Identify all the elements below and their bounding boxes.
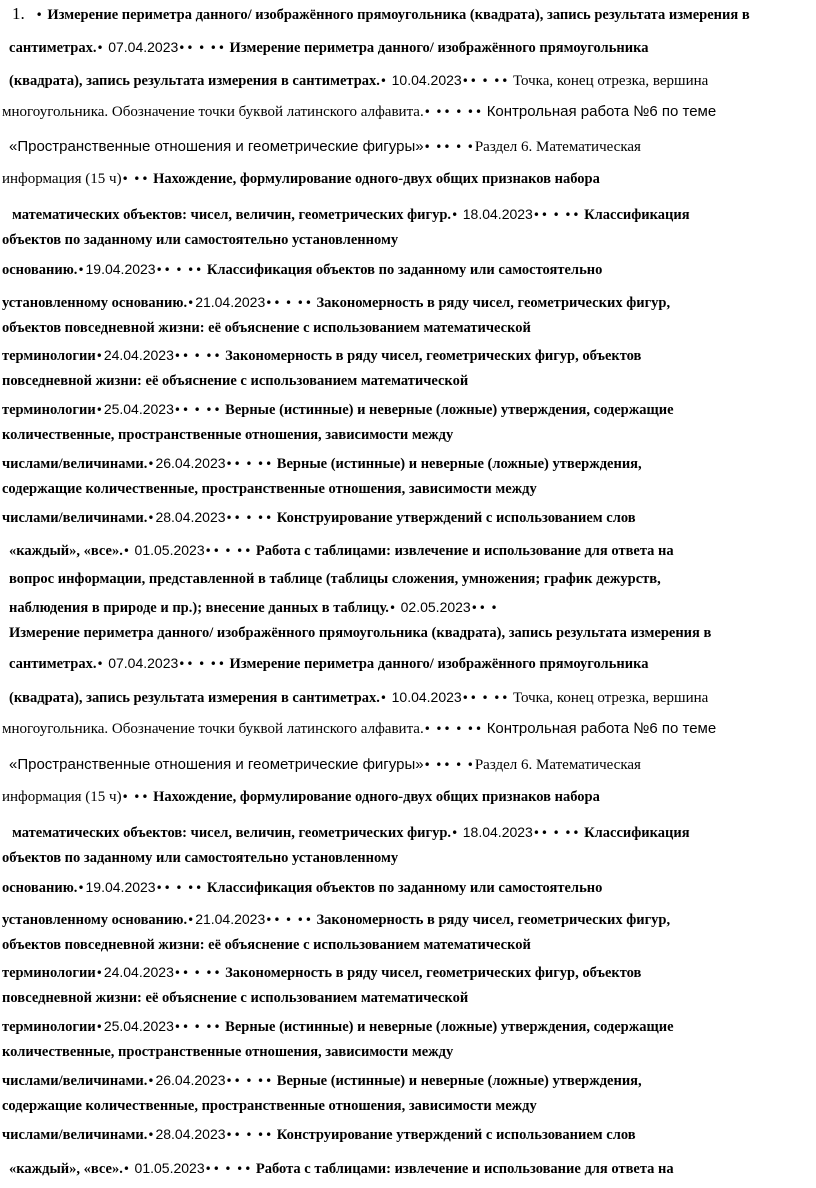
bullet-icon: • [245,511,254,525]
bullet-icon: •• [435,105,452,119]
lesson-text: Классификация [584,825,690,841]
text-line [2,399,816,420]
bullet-icon: •• [204,1162,221,1176]
lesson-date: 26.04.2023 [155,455,226,471]
bullet-icon: •• [296,913,313,927]
bullet-icon: • [423,105,432,119]
lesson-text: числами/величинами. [2,1127,148,1143]
lesson-text: математических объектов: чисел, величин, геометрических фигур. [12,825,452,841]
lesson-text: «каждый», «все». [9,543,123,559]
text-line [9,540,816,561]
bullet-icon: •• [204,544,221,558]
bullet-icon: • [121,790,130,804]
text-line [9,755,816,775]
lesson-text: информация (15 ч) [2,171,122,187]
text-line [2,988,816,1008]
bullet-icon: •• [257,1128,274,1142]
bullet-icon: •• [173,349,191,363]
text-line [2,453,816,474]
bullet-icon: • [466,758,475,772]
lesson-text: терминологии [2,348,96,364]
bullet-icon: • [193,966,202,980]
bullet-icon: •• [225,1128,242,1142]
lesson-text: Контрольная работа №6 по теме [486,103,717,120]
bullet-icon: •• [257,511,274,525]
bullet-icon: • [455,758,464,772]
lesson-text: числами/величинами. [2,510,148,526]
bullet-icon: •• [155,881,172,895]
lesson-text: Закономерность в ряду чисел, геометрических фигур, объектов [225,348,642,364]
lesson-date: 24.04.2023 [103,347,174,363]
text-line [9,623,816,643]
text-line [2,1070,816,1091]
lesson-text: Измерение периметра данного/ изображённого прямоугольника [229,656,649,672]
bullet-icon: •• [173,1020,191,1034]
lesson-date: 01.05.2023 [134,542,205,558]
bullet-icon: • [423,722,432,736]
lesson-text: Классификация [584,207,690,223]
text-line [2,169,816,189]
lesson-text: Работа с таблицами: извлечение и использование для ответа на [255,543,674,559]
lesson-text: установленному основанию. [2,912,188,928]
lesson-text: Измерение периметра данного/ изображённого прямоугольника (квадрата), запись результата измерения в [47,7,750,23]
bullet-icon: •• [178,657,195,671]
bullet-icon: • [187,296,196,310]
lesson-date: 28.04.2023 [155,509,226,525]
lesson-text: Закономерность в ряду чисел, геометрических фигур, [316,912,671,928]
text-line [2,962,816,983]
bullet-icon: •• [173,403,191,417]
bullet-icon: • [96,657,105,671]
list-number: 1. [12,4,25,23]
bullet-icon: • [388,601,398,615]
lesson-text: сантиметрах. [9,40,97,56]
lesson-date: 25.04.2023 [103,1018,174,1034]
lesson-text: установленному основанию. [2,295,188,311]
bullet-icon: •• [209,41,226,55]
lesson-text: Конструирование утверждений с использованием слов [276,1127,636,1143]
bullet-icon: • [455,105,464,119]
lesson-text: объектов по заданному или самостоятельно установленному [2,232,399,248]
bullet-icon: • [77,881,86,895]
text-line [2,1042,816,1062]
bullet-icon: •• [461,74,478,88]
lesson-text: содержащие количественные, пространственные отношения, зависимости между [2,1098,537,1114]
bullet-icon: •• [296,296,313,310]
lesson-text: числами/величинами. [2,456,148,472]
lesson-text: Контрольная работа №6 по теме [486,720,717,737]
lesson-text: количественные, пространственные отношения, зависимости между [2,427,454,443]
lesson-text: наблюдения в природе и пр.); внесение данных в таблицу. [9,600,389,616]
text-line [2,425,816,445]
bullet-icon: • [490,601,499,615]
text-line [12,822,816,843]
text-line [2,507,816,528]
bullet-icon: • [147,511,156,525]
bullet-icon: • [451,208,460,222]
lesson-text: Измерение периметра данного/ изображённого прямоугольника [229,40,649,56]
text-line [2,479,816,499]
lesson-text: Верные (истинные) и неверные (ложные) утверждения, содержащие [225,402,674,418]
bullet-icon: • [95,403,104,417]
bullet-icon: • [224,1162,233,1176]
lesson-text: основанию. [2,880,78,896]
lesson-text: числами/величинами. [2,1073,148,1089]
bullet-icon: • [423,758,432,772]
text-line [9,569,816,589]
bullet-icon: •• [155,263,172,277]
bullet-icon: •• [564,208,581,222]
lesson-date: 24.04.2023 [103,964,174,980]
text-line [2,1096,816,1116]
bullet-icon: •• [470,601,487,615]
lesson-text: Раздел 6. Математическая [474,139,641,155]
bullet-icon: • [35,8,44,22]
lesson-date: 28.04.2023 [155,1126,226,1142]
text-line [9,687,816,708]
lesson-text: Работа с таблицами: извлечение и использование для ответа на [255,1161,674,1177]
bullet-icon: •• [173,966,191,980]
lesson-date: 26.04.2023 [155,1072,226,1088]
text-line [2,935,816,955]
lesson-text: «Пространственные отношения и геометрические фигуры» [9,756,424,773]
bullet-icon: •• [225,1074,242,1088]
bullet-icon: •• [466,722,484,736]
bullet-icon: •• [205,403,222,417]
lesson-text: вопрос информации, представленной в таблице (таблицы сложения, умножения; график дежурств, [9,571,661,587]
text-line [9,597,816,618]
bullet-icon: • [455,140,464,154]
bullet-icon: • [224,544,233,558]
bullet-icon: • [466,140,475,154]
bullet-icon: • [481,74,490,88]
bullet-icon: • [77,263,86,277]
text-line [2,318,816,338]
bullet-icon: • [95,1020,104,1034]
bullet-icon: •• [225,457,242,471]
text-line [2,719,816,739]
lesson-date: 01.05.2023 [134,1160,205,1176]
lesson-text: Конструирование утверждений с использованием слов [276,510,636,526]
lesson-text: многоугольника. Обозначение точки буквой латинского алфавита. [2,104,424,120]
lesson-date: 02.05.2023 [400,599,471,615]
bullet-icon: •• [133,790,150,804]
bullet-icon: •• [265,913,282,927]
text-line [2,909,816,930]
lesson-text: Классификация объектов по заданному или самостоятельно [206,262,603,278]
lesson-date: 19.04.2023 [85,879,156,895]
lesson-date: 21.04.2023 [195,911,266,927]
bullet-icon: •• [205,1020,222,1034]
lesson-date: 10.04.2023 [391,72,462,88]
bullet-icon: • [122,1162,131,1176]
lesson-text: Верные (истинные) и неверные (ложные) утверждения, [276,456,642,472]
bullet-icon: • [455,722,464,736]
text-line [9,1158,816,1179]
text-line [12,4,816,25]
bullet-icon: • [96,41,105,55]
bullet-icon: •• [265,296,282,310]
text-line [2,877,816,898]
lesson-text: математических объектов: чисел, величин, геометрических фигур. [12,207,452,223]
text-line [2,102,816,122]
text-line [9,137,816,157]
text-line [2,371,816,391]
lesson-text: «Пространственные отношения и геометрические фигуры» [9,138,424,155]
bullet-icon: • [198,657,207,671]
bullet-icon: •• [257,457,274,471]
bullet-icon: • [198,41,207,55]
text-line [2,848,816,868]
text-line [2,1124,816,1145]
bullet-icon: •• [236,544,253,558]
lesson-date: 07.04.2023 [108,655,179,671]
bullet-icon: • [122,544,131,558]
lesson-date: 18.04.2023 [462,824,533,840]
bullet-icon: • [285,913,294,927]
lesson-text: (квадрата), запись результата измерения в сантиметрах. [9,73,380,89]
bullet-icon: •• [209,657,226,671]
lesson-text: количественные, пространственные отношения, зависимости между [2,1044,454,1060]
lesson-text: объектов по заданному или самостоятельно установленному [2,850,399,866]
lesson-date: 07.04.2023 [108,39,179,55]
bullet-icon: • [193,1020,202,1034]
bullet-icon: •• [187,881,204,895]
lesson-text: Нахождение, формулирование одного-двух общих признаков набора [153,171,600,187]
lesson-text: терминологии [2,1019,96,1035]
bullet-icon: • [95,966,104,980]
bullet-icon: •• [205,966,222,980]
bullet-icon: •• [461,691,478,705]
bullet-icon: •• [187,263,204,277]
bullet-icon: • [95,349,104,363]
bullet-icon: • [187,913,196,927]
lesson-text: Нахождение, формулирование одного-двух общих признаков набора [153,789,600,805]
bullet-icon: •• [493,691,510,705]
bullet-icon: •• [493,74,510,88]
lesson-text: Верные (истинные) и неверные (ложные) утверждения, содержащие [225,1019,674,1035]
lesson-date: 21.04.2023 [195,294,266,310]
bullet-icon: • [552,208,561,222]
lesson-text: Закономерность в ряду чисел, геометрических фигур, объектов [225,965,642,981]
lesson-date: 19.04.2023 [85,261,156,277]
bullet-icon: • [147,1074,156,1088]
text-line [9,37,816,58]
bullet-icon: • [481,691,490,705]
bullet-icon: •• [532,208,549,222]
bullet-icon: •• [133,172,150,186]
bullet-icon: • [175,881,184,895]
lesson-text: Точка, конец отрезка, вершина [512,690,709,706]
lesson-text: Классификация объектов по заданному или самостоятельно [206,880,603,896]
bullet-icon: •• [225,511,242,525]
lesson-text: основанию. [2,262,78,278]
bullet-icon: • [552,826,561,840]
text-line [2,345,816,366]
bullet-icon: • [245,1128,254,1142]
bullet-icon: • [147,1128,156,1142]
text-line [9,70,816,91]
bullet-icon: • [193,349,202,363]
lesson-text: объектов повседневной жизни: её объяснение с использованием математической [2,937,531,953]
bullet-icon: • [451,826,460,840]
lesson-text: «каждый», «все». [9,1161,123,1177]
lesson-text: информация (15 ч) [2,789,122,805]
text-line [9,653,816,674]
bullet-icon: • [147,457,156,471]
lesson-text: терминологии [2,402,96,418]
bullet-icon: •• [435,722,452,736]
lesson-text: повседневной жизни: её объяснение с использованием математической [2,373,469,389]
lesson-text: (квадрата), запись результата измерения в сантиметрах. [9,690,380,706]
lesson-text: терминологии [2,965,96,981]
text-line [2,259,816,280]
bullet-icon: • [245,1074,254,1088]
text-line [2,787,816,807]
bullet-icon: •• [466,105,484,119]
bullet-icon: •• [532,826,549,840]
lesson-text: Закономерность в ряду чисел, геометрических фигур, [316,295,671,311]
bullet-icon: • [175,263,184,277]
text-line [2,292,816,313]
lesson-date: 10.04.2023 [391,689,462,705]
bullet-icon: • [285,296,294,310]
bullet-icon: •• [564,826,581,840]
lesson-text: многоугольника. Обозначение точки буквой латинского алфавита. [2,721,424,737]
lesson-text: Точка, конец отрезка, вершина [512,73,709,89]
bullet-icon: •• [205,349,222,363]
lesson-text: сантиметрах. [9,656,97,672]
text-line [2,230,816,250]
bullet-icon: • [121,172,130,186]
text-line [12,204,816,225]
lesson-date: 18.04.2023 [462,206,533,222]
text-line [2,1016,816,1037]
bullet-icon: • [423,140,432,154]
bullet-icon: • [379,74,388,88]
bullet-icon: • [379,691,388,705]
lesson-text: Верные (истинные) и неверные (ложные) утверждения, [276,1073,642,1089]
bullet-icon: •• [435,140,452,154]
bullet-icon: •• [178,41,195,55]
bullet-icon: •• [435,758,452,772]
lesson-text: Раздел 6. Математическая [474,757,641,773]
bullet-icon: •• [236,1162,253,1176]
bullet-icon: • [245,457,254,471]
lesson-text: Измерение периметра данного/ изображённого прямоугольника (квадрата), запись результата измерения в [9,625,712,641]
lesson-text: содержащие количественные, пространственные отношения, зависимости между [2,481,537,497]
bullet-icon: •• [257,1074,274,1088]
bullet-icon: • [193,403,202,417]
lesson-text: объектов повседневной жизни: её объяснение с использованием математической [2,320,531,336]
lesson-date: 25.04.2023 [103,401,174,417]
lesson-text: повседневной жизни: её объяснение с использованием математической [2,990,469,1006]
